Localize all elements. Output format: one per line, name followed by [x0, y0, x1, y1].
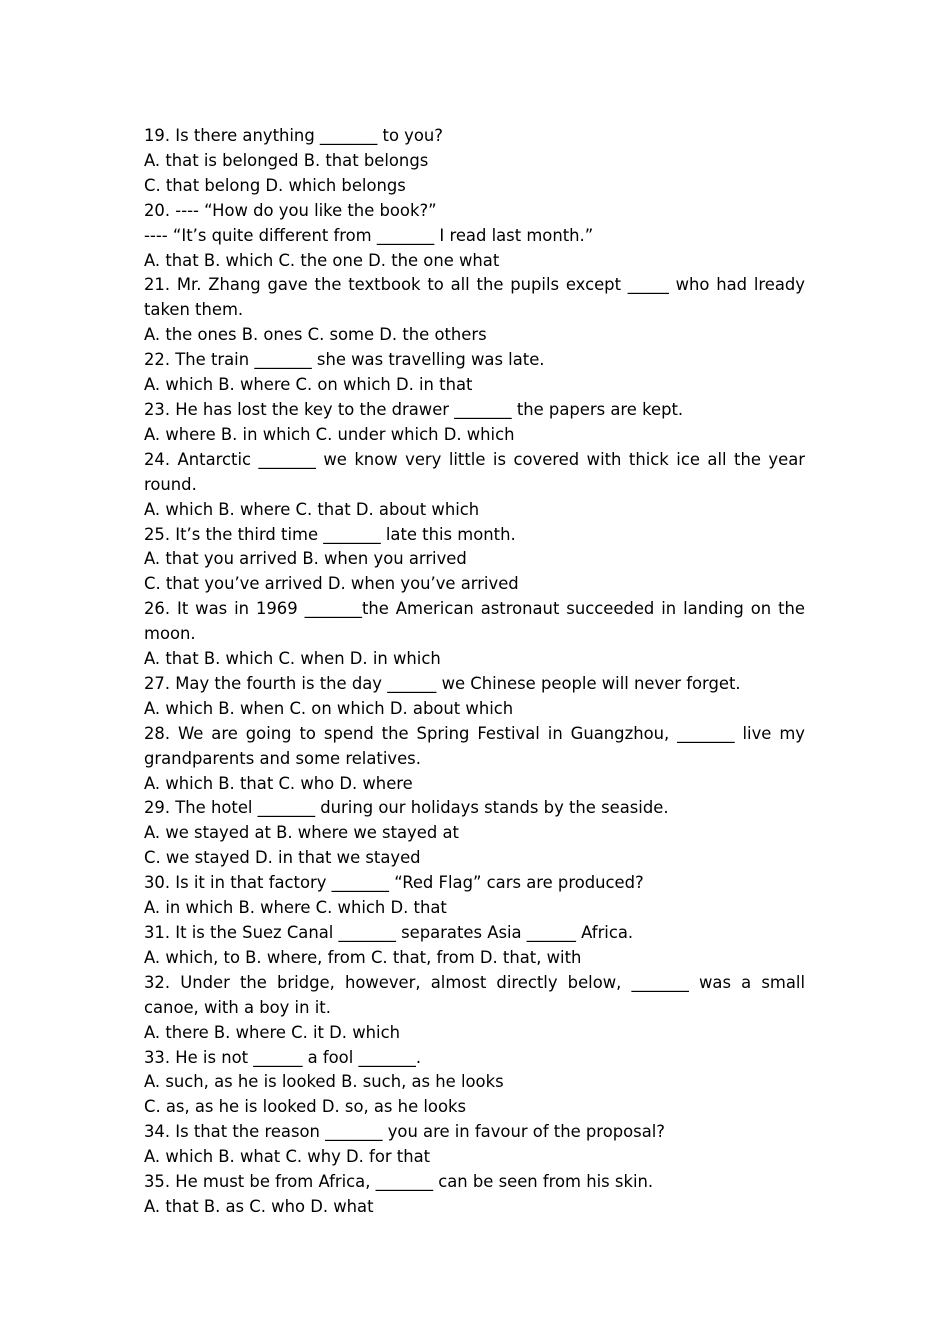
question-31-stem: 31. It is the Suez Canal _______ separates Asia ______ Africa.	[144, 923, 634, 942]
question-34-stem: 34. Is that the reason _______ you are in favour of the proposal?	[144, 1122, 665, 1142]
question-33-stem: 33. He is not ______ a fool _______.	[144, 1047, 422, 1067]
question-29-options-1: A. we stayed at B. where we stayed at	[144, 823, 459, 843]
question-20-stem: 20. ---- “How do you like the book?”	[144, 200, 437, 220]
question-21-stem: 21. Mr. Zhang gave the textbook to all the pupils except _____ who had lready taken them.	[144, 275, 805, 320]
question-23-options: A. where B. in which C. under which D. which	[144, 424, 515, 444]
question-28-options: A. which B. that C. who D. where	[144, 773, 413, 793]
question-21-options: A. the ones B. ones C. some D. the others	[144, 325, 487, 345]
question-27-options: A. which B. when C. on which D. about which	[144, 698, 514, 718]
question-28-stem: 28. We are going to spend the Spring Festival in Guangzhou, _______ live my grandparents and some relatives.	[144, 723, 805, 768]
question-19-stem: 19. Is there anything _______ to you?	[144, 126, 443, 145]
question-29-stem: 29. The hotel _______ during our holidays stands by the seaside.	[144, 798, 669, 818]
question-19-options-2: C. that belong D. which belongs	[144, 175, 406, 195]
question-25-options-1: A. that you arrived B. when you arrived	[144, 549, 467, 569]
question-29-options-2: C. we stayed D. in that we stayed	[144, 848, 421, 868]
question-35-stem: 35. He must be from Africa, _______ can be seen from his skin.	[144, 1172, 654, 1192]
question-34-options: A. which B. what C. why D. for that	[144, 1147, 431, 1167]
question-20-stem-reply: ---- “It’s quite different from _______ I read last month.”	[144, 225, 594, 245]
question-20-options: A. that B. which C. the one D. the one what	[144, 250, 500, 270]
question-27-stem: 27. May the fourth is the day ______ we Chinese people will never forget.	[144, 673, 741, 693]
question-25-options-2: C. that you’ve arrived D. when you’ve arrived	[144, 574, 519, 594]
question-33-options-1: A. such, as he is looked B. such, as he looks	[144, 1072, 504, 1092]
question-31-options: A. which, to B. where, from C. that, from D. that, with	[144, 947, 582, 967]
question-22-stem: 22. The train _______ she was travelling was late.	[144, 350, 545, 370]
question-32-options: A. there B. where C. it D. which	[144, 1022, 400, 1042]
question-23-stem: 23. He has lost the key to the drawer _______ the papers are kept.	[144, 399, 684, 419]
question-list	[144, 124, 805, 1220]
question-30-options: A. in which B. where C. which D. that	[144, 898, 447, 918]
question-24-options: A. which B. where C. that D. about which	[144, 499, 480, 519]
question-24-stem: 24. Antarctic _______ we know very little is covered with thick ice all the year round.	[144, 449, 805, 494]
question-26-options: A. that B. which C. when D. in which	[144, 649, 441, 669]
question-19-options-1: A. that is belonged B. that belongs	[144, 150, 429, 170]
question-35-options: A. that B. as C. who D. what	[144, 1196, 374, 1216]
question-32-stem: 32. Under the bridge, however, almost directly below, _______ was a small canoe, with a boy in it.	[144, 972, 805, 1017]
question-30-stem: 30. Is it in that factory _______ “Red Flag” cars are produced?	[144, 873, 644, 893]
question-33-options-2: C. as, as he is looked D. so, as he looks	[144, 1097, 467, 1117]
question-26-stem: 26. It was in 1969 _______the American astronaut succeeded in landing on the moon.	[144, 599, 805, 644]
question-25-stem: 25. It’s the third time _______ late this month.	[144, 524, 516, 544]
question-22-options: A. which B. where C. on which D. in that	[144, 375, 473, 395]
